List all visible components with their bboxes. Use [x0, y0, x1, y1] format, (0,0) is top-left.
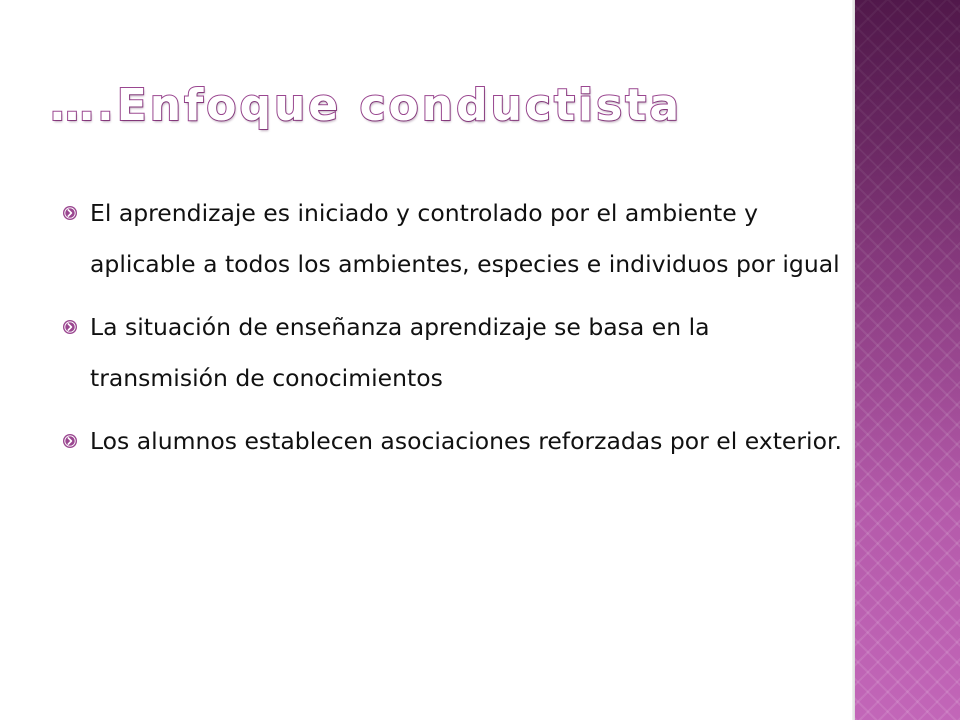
bullet-text: El aprendizaje es iniciado y controlado por el ambiente y aplicable a todos los ambientes, especies e individuos por igual [90, 199, 840, 278]
bullet-item [62, 302, 842, 404]
bullet-text: La situación de enseñanza aprendizaje se basa en la transmisión de conocimientos [90, 313, 710, 392]
bullet-item [62, 416, 842, 467]
bullet-list [62, 188, 842, 479]
decorative-side-band [855, 0, 960, 720]
circled-chevron-right-icon [62, 205, 78, 221]
bullet-text: Los alumnos establecen asociaciones reforzadas por el exterior. [90, 427, 842, 455]
bullet-item [62, 188, 842, 290]
circled-chevron-right-icon [62, 319, 78, 335]
slide-title: ….Enfoque conductista [50, 80, 683, 131]
circled-chevron-right-icon [62, 433, 78, 449]
